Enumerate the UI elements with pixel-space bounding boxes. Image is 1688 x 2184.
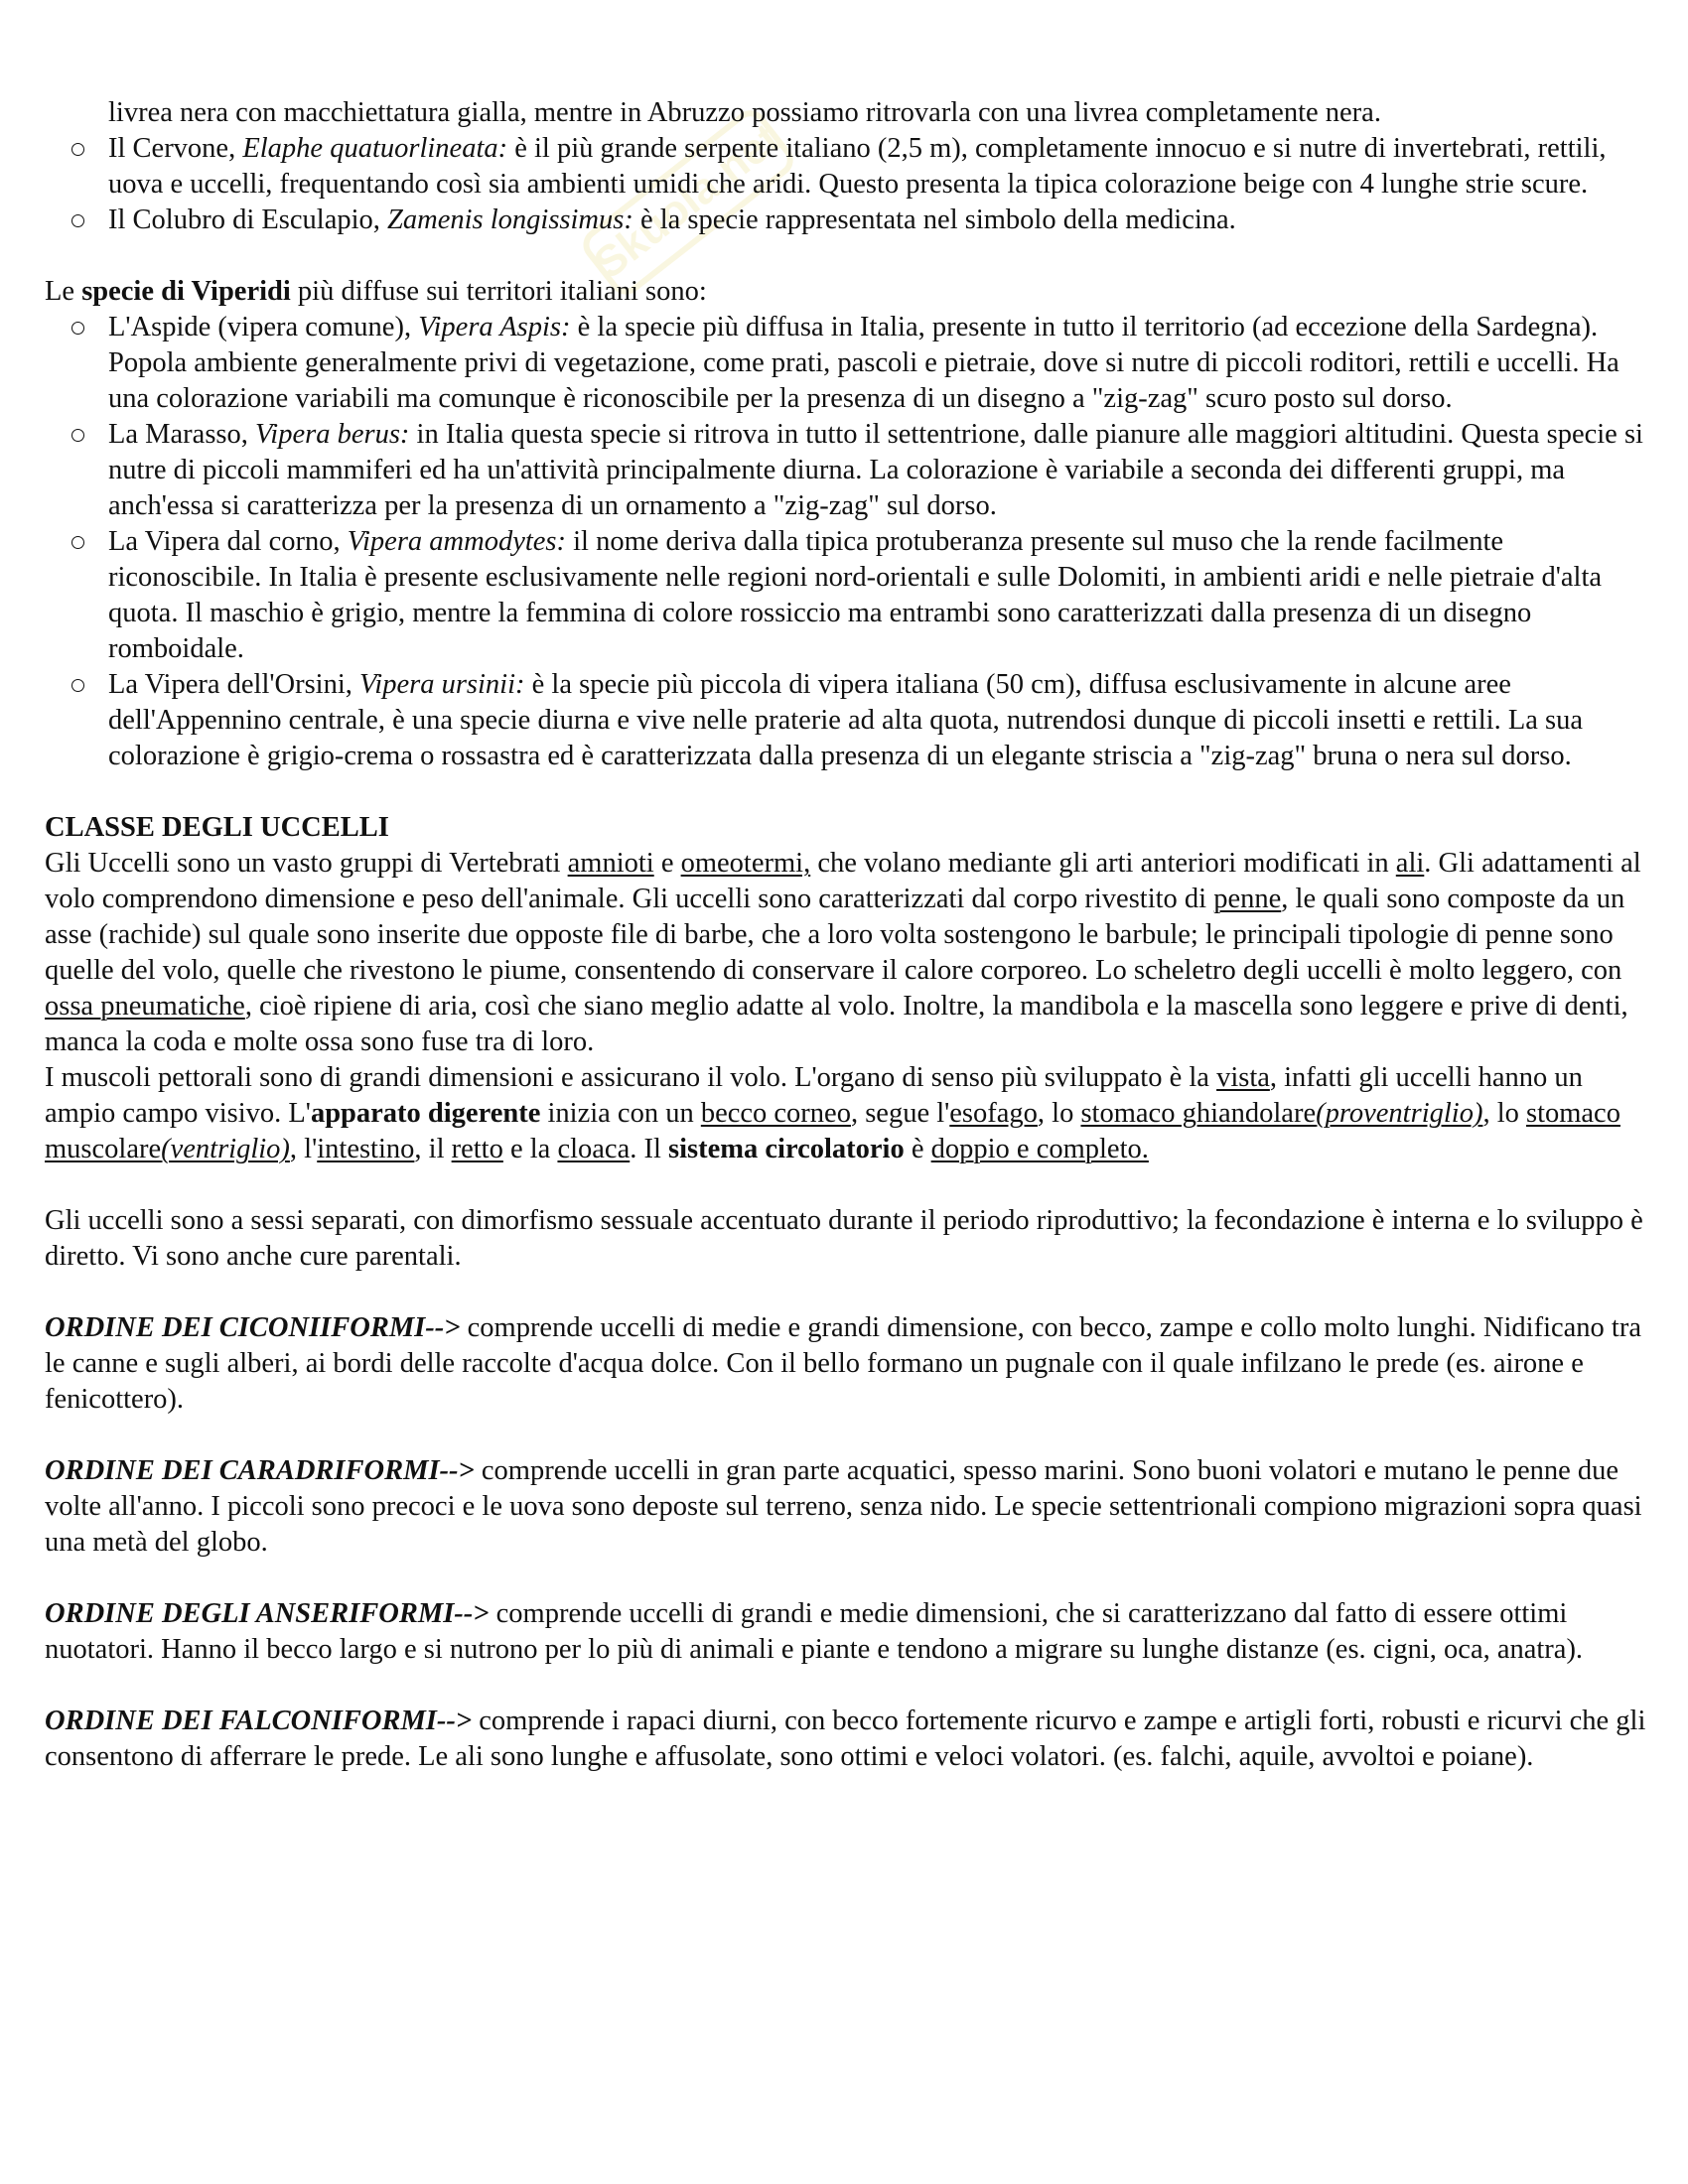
list-item: Il Colubro di Esculapio, Zamenis longissimus: è la specie rappresentata nel simbolo della medicina. (45, 203, 1658, 238)
species-name: Elaphe quatuorlineata: (242, 133, 508, 164)
ordine-anseriformi: ORDINE DEGLI ANSERIFORMI--> comprende uccelli di grandi e medie dimensioni, che si caratterizzano dal fatto di essere ottimi nuotatori. Hanno il becco largo e si nutrono per lo più di animali e piante e tendono a migrare su lunghe distanze (es. cigni, oca, anatra). (45, 1598, 1584, 1665)
intro-continuation: livrea nera con macchiettatura gialla, mentre in Abruzzo possiamo ritrovarla con una livrea completamente nera. (108, 97, 1381, 128)
ordine-ciconiiformi: ORDINE DEI CICONIIFORMI--> comprende uccelli di medie e grandi dimensione, con becco, zampe e collo molto lunghi. Nidificano tra le canne e sugli alberi, ai bordi delle raccolte d'acqua dolce. Con il bello formano un pugnale con il quale infilzano le prede (es. airone e fenicottero). (45, 1312, 1641, 1415)
species-name: Vipera ursinii: (359, 669, 525, 700)
ordine-caradriformi: ORDINE DEI CARADRIFORMI--> comprende uccelli in gran parte acquatici, spesso marini. Sono buoni volatori e mutano le penne due volte all'anno. I piccoli sono precoci e le uova sono deposte sul terreno, senza nido. Le specie settentrionali compiono migrazioni sopra quasi una metà del globo. (45, 1455, 1642, 1558)
list-item: Il Cervone, Elaphe quatuorlineata: è il più grande serpente italiano (2,5 m), completamente innocuo e si nutre di invertebrati, rettili, uova e uccelli, frequentando così sia ambienti umidi che aridi. Questo presenta la tipica colorazione beige con 4 lunghe strie scure. (45, 131, 1658, 203)
uccelli-paragraph-3: Gli uccelli sono a sessi separati, con dimorfismo sessuale accentuato durante il periodo riproduttivo; la fecondazione è interna e lo sviluppo è diretto. Vi sono anche cure parentali. (45, 1205, 1643, 1272)
species-name: Zamenis longissimus: (387, 205, 633, 235)
species-name: Vipera Aspis: (418, 312, 571, 342)
viperidi-list (45, 310, 1658, 774)
list-item: La Marasso, Vipera berus: in Italia questa specie si ritrova in tutto il settentrione, dalle pianure alle maggiori altitudini. Questa specie si nutre di piccoli mammiferi ed ha un'attività principalmente diurna. La colorazione è variabile a seconda dei differenti gruppi, ma anch'essa si caratterizza per la presenza di un ornamento a "zig-zag" sul dorso. (45, 417, 1658, 524)
watermark-text: Skuola.net (585, 113, 789, 289)
document-page (45, 95, 1658, 1775)
list-item: La Vipera dal corno, Vipera ammodytes: il nome deriva dalla tipica protuberanza presente sul muso che la rende facilmente riconoscibile. In Italia è presente esclusivamente nelle regioni nord-orientali e sulle Dolomiti, in ambienti aridi e nelle pietraie d'alta quota. Il maschio è grigio, mentre la femmina di colore rossiccio ma entrambi sono caratterizzati dalla presenza di un disegno romboidale. (45, 524, 1658, 667)
uccelli-paragraph-1: Gli Uccelli sono un vasto gruppi di Vertebrati amnioti e omeotermi, che volano mediante gli arti anteriori modificati in ali. Gli adattamenti al volo comprendono dimensione e peso dell'animale. Gli uccelli sono caratterizzati dal corpo rivestito di penne, le quali sono composte da un asse (rachide) sul quale sono inserite due opposte file di barbe, che a loro volta sostengono le barbule; le principali tipologie di penne sono quelle del volo, quelle che rivestono le piume, consentendo di conservare il calore corporeo. Lo scheletro degli uccelli è molto leggero, con ossa pneumatiche, cioè ripiene di aria, così che siano meglio adatte al volo. Inoltre, la mandibola e la mascella sono leggere e prive di denti, manca la coda e molte ossa sono fuse tra di loro. (45, 848, 1641, 1057)
species-name: Vipera berus: (255, 419, 410, 450)
ordine-falconiformi: ORDINE DEI FALCONIFORMI--> comprende i rapaci diurni, con becco fortemente ricurvo e zampe e artigli forti, robusti e ricurvi che gli consentono di afferrare le prede. Le ali sono lunghe e affusolate, sono ottimi e veloci volatori. (es. falchi, aquile, avvoltoi e poiane). (45, 1706, 1646, 1772)
colubridi-list (45, 131, 1658, 238)
list-item: La Vipera dell'Orsini, Vipera ursinii: è la specie più piccola di vipera italiana (50 cm), diffusa esclusivamente in alcune aree dell'Appennino centrale, è una specie diurna e vive nelle praterie ad alta quota, nutrendosi dunque di piccoli insetti e rettili. La sua colorazione è grigio-crema o rossastra ed è caratterizzata dalla presenza di un elegante striscia a "zig-zag" bruna o nera sul dorso. (45, 667, 1658, 774)
uccelli-paragraph-2: I muscoli pettorali sono di grandi dimensioni e assicurano il volo. L'organo di senso più sviluppato è la vista, infatti gli uccelli hanno un ampio campo visivo. L'apparato digerente inizia con un becco corneo, segue l'esofago, lo stomaco ghiandolare(proventriglio), lo stomaco muscolare(ventriglio), l'intestino, il retto e la cloaca. Il sistema circolatorio è doppio e completo. (45, 1062, 1620, 1164)
section-heading: CLASSE DEGLI UCCELLI (45, 812, 389, 843)
viperidi-intro: Le specie di Viperidi più diffuse sui territori italiani sono: (45, 276, 707, 307)
species-name: Vipera ammodytes: (347, 526, 567, 557)
list-item: L'Aspide (vipera comune), Vipera Aspis: è la specie più diffusa in Italia, presente in tutto il territorio (ad eccezione della Sardegna). Popola ambiente generalmente privi di vegetazione, come prati, pascoli e pietraie, dove si nutre di piccoli roditori, rettili e uccelli. Ha una colorazione variabili ma comunque è riconoscibile per la presenza di un disegno a "zig-zag" scuro posto sul dorso. (45, 310, 1658, 417)
